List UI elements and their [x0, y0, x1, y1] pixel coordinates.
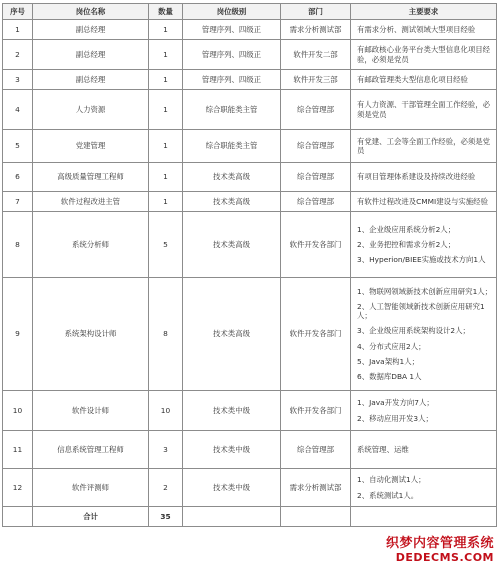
row-level: 管理序列、四级正: [183, 40, 281, 70]
row-position: 软件设计师: [33, 391, 149, 431]
row-department: 综合管理部: [281, 192, 351, 212]
requirement-line: 1、自动化测试1人；: [357, 475, 426, 485]
row-no: 5: [3, 130, 33, 163]
requirement-line: 有项目管理体系建设及持续改进经验: [357, 172, 476, 182]
header-level: 岗位级别: [183, 4, 281, 20]
row-position: 副总经理: [33, 70, 149, 90]
total-no: [3, 507, 33, 527]
row-no: 1: [3, 20, 33, 40]
row-no: 12: [3, 469, 33, 507]
table-row: [3, 40, 497, 70]
total-row: [3, 507, 497, 527]
header-no: 序号: [3, 4, 33, 20]
table-row: [3, 469, 497, 507]
row-department: 综合管理部: [281, 90, 351, 130]
row-department: 软件开发三部: [281, 70, 351, 90]
row-level: 技术类高级: [183, 192, 281, 212]
row-requirements: [351, 20, 497, 40]
row-quantity: 1: [149, 70, 183, 90]
header-quantity: 数量: [149, 4, 183, 20]
row-level: 管理序列、四级正: [183, 20, 281, 40]
requirement-line: 有软件过程改进及CMMI建设与实施经验: [357, 196, 488, 206]
requirement-line: 4、分布式应用2人；: [357, 341, 426, 351]
row-no: 4: [3, 90, 33, 130]
row-no: 9: [3, 278, 33, 391]
table-row: [3, 391, 497, 431]
table-row: [3, 70, 497, 90]
table-row: [3, 431, 497, 469]
row-requirements: [351, 192, 497, 212]
row-quantity: 1: [149, 40, 183, 70]
row-no: 11: [3, 431, 33, 469]
row-quantity: 3: [149, 431, 183, 469]
requirement-line: 1、物联网领域新技术创新应用研究1人；: [357, 286, 493, 296]
row-position: 党建管理: [33, 130, 149, 163]
row-department: 软件开发各部门: [281, 391, 351, 431]
row-position: 副总经理: [33, 20, 149, 40]
table-row: [3, 163, 497, 192]
row-level: 技术类中级: [183, 469, 281, 507]
row-quantity: 1: [149, 163, 183, 192]
row-position: 系统分析师: [33, 212, 149, 278]
row-no: 2: [3, 40, 33, 70]
row-position: 副总经理: [33, 40, 149, 70]
row-level: 技术类高级: [183, 278, 281, 391]
requirement-line: 5、Java架构1人；: [357, 356, 419, 366]
requirement-line: 系统管理、运维: [357, 444, 409, 454]
table-header-row: [3, 4, 497, 20]
total-dept: [281, 507, 351, 527]
recruitment-table: [2, 3, 497, 527]
row-level: 技术类中级: [183, 391, 281, 431]
row-department: 需求分析测试部: [281, 20, 351, 40]
row-department: 软件开发各部门: [281, 278, 351, 391]
row-level: 综合职能类主管: [183, 130, 281, 163]
row-no: 7: [3, 192, 33, 212]
requirement-line: 2、人工智能领域新技术创新应用研究1人；: [357, 301, 485, 321]
header-department: 部门: [281, 4, 351, 20]
requirement-line: 有需求分析、测试领域大型项目经验: [357, 24, 476, 34]
row-quantity: 2: [149, 469, 183, 507]
row-level: 技术类高级: [183, 212, 281, 278]
row-position: 人力资源: [33, 90, 149, 130]
row-level: 管理序列、四级正: [183, 70, 281, 90]
total-req: [351, 507, 497, 527]
row-quantity: 1: [149, 130, 183, 163]
row-quantity: 10: [149, 391, 183, 431]
row-position: 系统架构设计师: [33, 278, 149, 391]
row-requirements: [351, 391, 497, 431]
row-quantity: 1: [149, 20, 183, 40]
row-department: 软件开发各部门: [281, 212, 351, 278]
requirement-line: 2、系统测试1人。: [357, 490, 419, 500]
row-quantity: 5: [149, 212, 183, 278]
row-quantity: 1: [149, 192, 183, 212]
row-quantity: 8: [149, 278, 183, 391]
row-requirements: [351, 278, 497, 391]
table-row: [3, 192, 497, 212]
row-requirements: [351, 469, 497, 507]
row-no: 10: [3, 391, 33, 431]
row-department: 综合管理部: [281, 130, 351, 163]
header-position: 岗位名称: [33, 4, 149, 20]
row-requirements: [351, 70, 497, 90]
row-quantity: 1: [149, 90, 183, 130]
row-position: 软件评测师: [33, 469, 149, 507]
requirement-line: 3、Hyperion/BIEE实施或技术方向1人: [357, 255, 486, 265]
total-level: [183, 507, 281, 527]
total-quantity: 35: [149, 507, 183, 527]
requirement-line: 2、业务把控和需求分析2人；: [357, 239, 456, 249]
row-no: 6: [3, 163, 33, 192]
table-row: [3, 212, 497, 278]
row-department: 综合管理部: [281, 431, 351, 469]
row-department: 综合管理部: [281, 163, 351, 192]
row-level: 技术类中级: [183, 431, 281, 469]
header-requirements: 主要要求: [351, 4, 497, 20]
row-level: 综合职能类主管: [183, 90, 281, 130]
row-no: 8: [3, 212, 33, 278]
row-requirements: [351, 163, 497, 192]
row-position: 软件过程改进主管: [33, 192, 149, 212]
requirement-line: 3、企业级应用系统架构设计2人；: [357, 326, 470, 336]
row-position: 信息系统管理工程师: [33, 431, 149, 469]
row-department: 需求分析测试部: [281, 469, 351, 507]
watermark: [386, 532, 494, 564]
requirement-line: 1、Java开发方向7人；: [357, 398, 434, 408]
requirement-line: 有党建、工会等全面工作经验，必须是党员: [357, 136, 491, 155]
row-requirements: [351, 90, 497, 130]
requirement-line: 6、数据库DBA 1人: [357, 372, 422, 382]
row-department: 软件开发二部: [281, 40, 351, 70]
watermark-cn: 织梦内容管理系统: [385, 536, 494, 551]
watermark-en: DEDECMS.COM: [395, 551, 494, 564]
row-requirements: [351, 212, 497, 278]
table-row: [3, 90, 497, 130]
requirement-line: 1、企业级应用系统分析2人；: [357, 224, 456, 234]
row-requirements: [351, 431, 497, 469]
total-label: 合计: [33, 507, 149, 527]
row-level: 技术类高级: [183, 163, 281, 192]
table-row: [3, 20, 497, 40]
requirement-line: 有邮政管理类大型信息化项目经验: [357, 74, 468, 84]
table-body: [3, 20, 497, 507]
requirement-line: 2、移动应用开发3人；: [357, 413, 433, 423]
requirement-line: 有人力资源、干部管理全面工作经验，必须是党员: [357, 100, 491, 119]
requirement-line: 有邮政核心业务平台类大型信息化项目经验，必须是党员: [357, 45, 491, 64]
row-requirements: [351, 130, 497, 163]
table-row: [3, 130, 497, 163]
row-requirements: [351, 40, 497, 70]
table-row: [3, 278, 497, 391]
row-no: 3: [3, 70, 33, 90]
row-position: 高级质量管理工程师: [33, 163, 149, 192]
